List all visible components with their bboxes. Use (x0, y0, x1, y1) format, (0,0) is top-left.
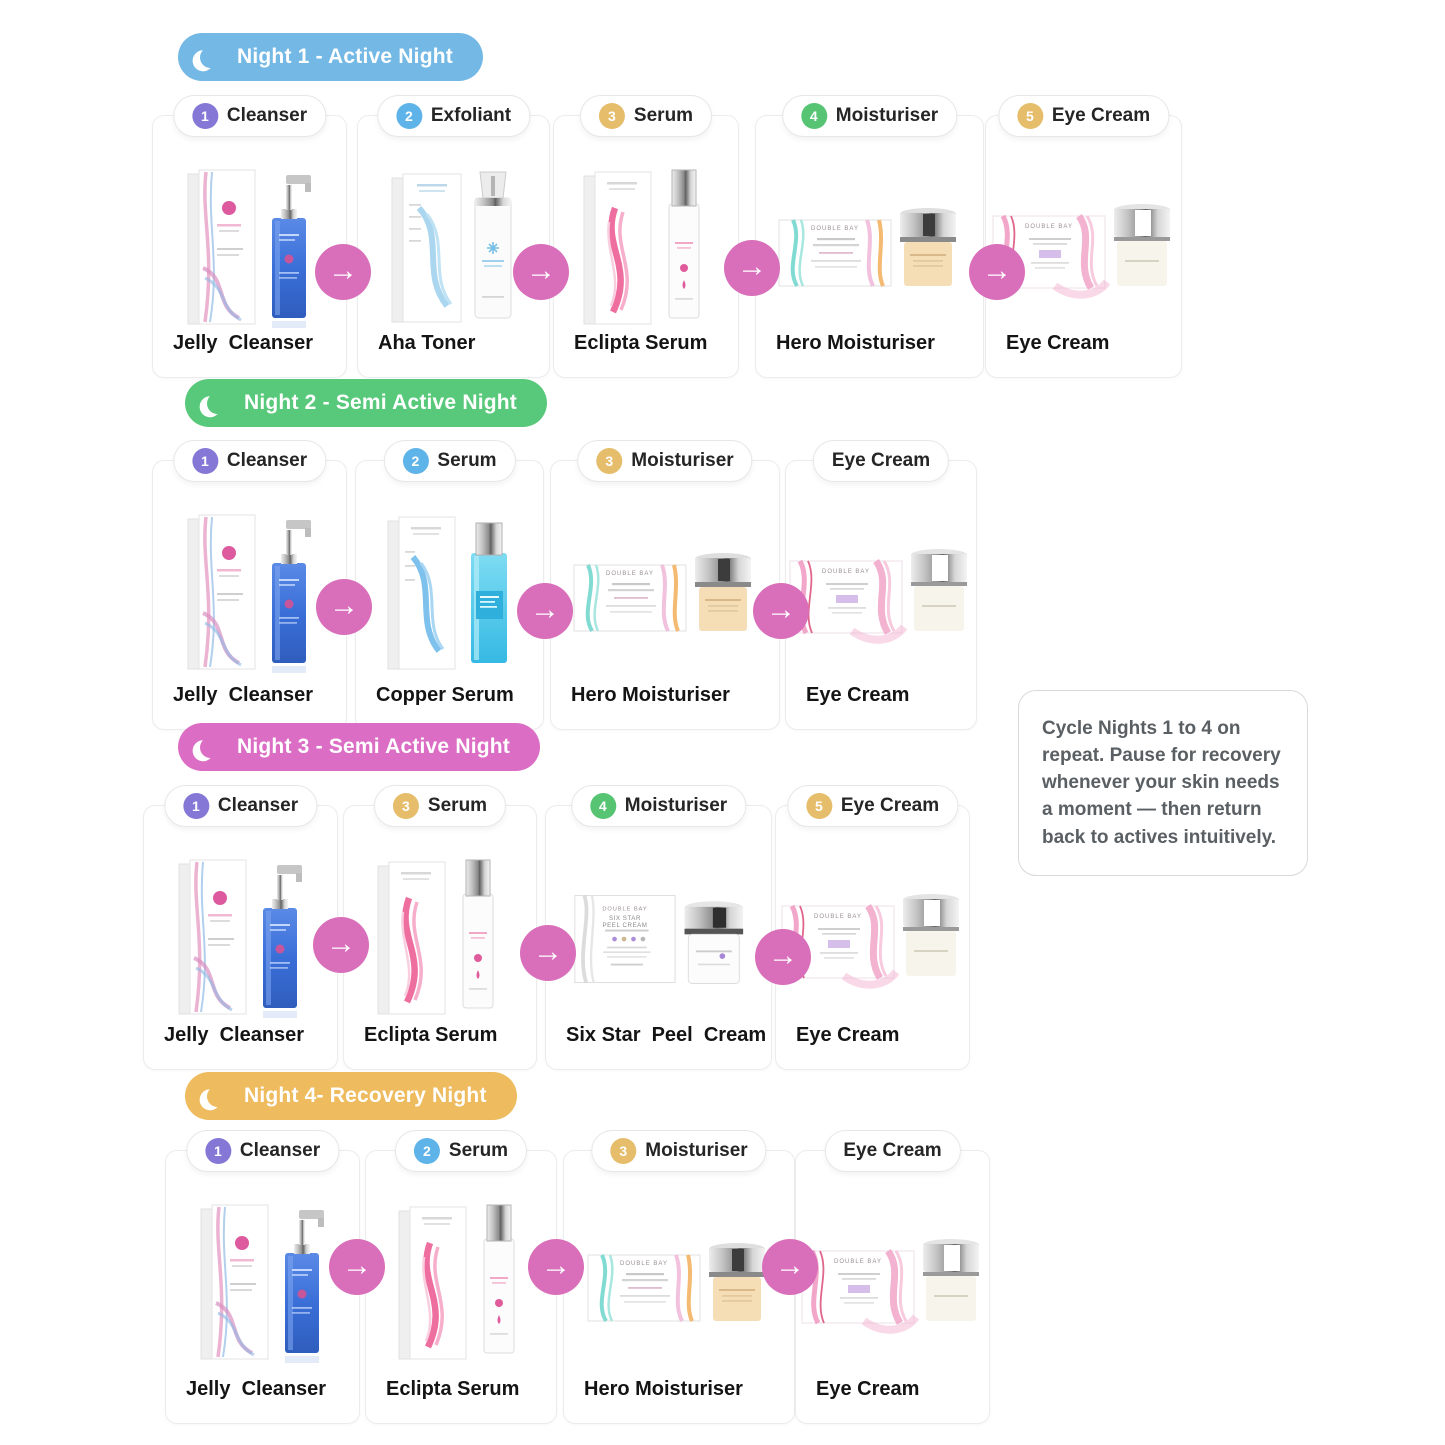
brand-text: DOUBLE BAY (822, 569, 870, 575)
step-number-badge: 4 (590, 793, 616, 819)
arrow-icon: → (969, 244, 1025, 300)
moon-icon (199, 735, 222, 758)
arrow-icon: → (316, 579, 372, 635)
brand-text: DOUBLE BAY (601, 906, 648, 913)
step-pill (186, 1130, 339, 1172)
product-name: Eye Cream (796, 1024, 900, 1046)
step-pill (577, 440, 752, 482)
step-label: Cleanser (239, 1140, 321, 1161)
product-name: Hero Moisturiser (776, 332, 935, 354)
step-number-badge: 1 (205, 1138, 231, 1164)
arrow-icon: → (755, 929, 811, 985)
step-pill (173, 95, 326, 137)
brand-text: DOUBLE BAY (810, 226, 859, 232)
card-night4-cleanser (165, 1140, 360, 1424)
cycle-note: Cycle Nights 1 to 4 on repeat. Pause for recovery whenever your skin needs a moment — then return back to actives intuitively. (1018, 690, 1308, 876)
step-pill (813, 440, 949, 482)
night1-header-pill (178, 33, 483, 81)
step-label: Serum (633, 105, 694, 126)
product-name: Eclipta Serum (386, 1378, 520, 1400)
aha-toner-image (379, 156, 529, 341)
step-pill (782, 95, 957, 137)
product-name: Jelly Cleanser (173, 332, 314, 354)
arrow-icon: → (520, 925, 576, 981)
arrow-icon: → (528, 1239, 584, 1295)
card-night3-eye-cream (775, 795, 970, 1070)
step-number-badge: 4 (801, 103, 827, 129)
arrow-icon: → (315, 244, 371, 300)
eye-cream-image (788, 543, 974, 647)
night2-header-label: Night 2 - Semi Active Night (244, 391, 517, 414)
card-night3-cleanser (143, 795, 338, 1070)
step-number-badge: 3 (596, 448, 622, 474)
product-name: Eclipta Serum (364, 1024, 498, 1046)
step-pill (571, 785, 746, 827)
night3-header-pill (178, 723, 540, 771)
product-name: Hero Moisturiser (584, 1378, 743, 1400)
eye-cream-image (780, 888, 966, 992)
product-name: Hero Moisturiser (571, 684, 730, 706)
night2-header-pill (185, 379, 547, 427)
night3-header-label: Night 3 - Semi Active Night (237, 735, 510, 758)
step-label: Moisturiser (631, 450, 734, 471)
card-night3-moisturiser (545, 795, 772, 1070)
step-pill (383, 440, 515, 482)
eye-cream-image (800, 1233, 986, 1337)
step-label: Eye Cream (831, 450, 931, 471)
arrow-icon: → (724, 240, 780, 296)
card-night1-cleanser (152, 105, 347, 378)
card-night2-eye-cream (785, 450, 977, 730)
step-pill (164, 785, 317, 827)
step-pill (374, 785, 506, 827)
step-number-badge: 2 (402, 448, 428, 474)
step-number-badge: 1 (192, 448, 218, 474)
brand-text: DOUBLE BAY (833, 1259, 882, 1265)
night4-header-pill (185, 1072, 517, 1120)
moon-icon (206, 391, 229, 414)
product-name: Jelly Cleanser (164, 1024, 305, 1046)
step-pill (591, 1130, 766, 1172)
step-number-badge: 3 (610, 1138, 636, 1164)
step-label: Moisturiser (645, 1140, 748, 1161)
step-pill (824, 1130, 960, 1172)
jelly-cleanser-image (188, 1191, 338, 1376)
card-night1-eye-cream (985, 105, 1182, 378)
six-star-peel-cream-image (566, 888, 752, 992)
arrow-icon: → (753, 583, 809, 639)
card-night4-eye-cream (795, 1140, 990, 1424)
eclipta-serum-image (365, 846, 515, 1031)
step-pill (173, 440, 326, 482)
card-night1-exfoliant (357, 105, 550, 378)
brand-text: DOUBLE BAY (1024, 224, 1073, 230)
product-name: Jelly Cleanser (173, 684, 314, 706)
step-number-badge: 3 (393, 793, 419, 819)
eclipta-serum-image (386, 1191, 536, 1376)
brand-text: DOUBLE BAY (620, 1261, 668, 1267)
six-star-box-line2: PEEL CREAM (601, 921, 647, 929)
product-name: Eye Cream (806, 684, 910, 706)
step-label: Serum (448, 1140, 509, 1161)
step-label: Serum (427, 795, 488, 816)
step-number-badge: 3 (599, 103, 625, 129)
step-label: Eye Cream (843, 1140, 942, 1161)
step-label: Moisturiser (835, 105, 939, 126)
step-label: Cleanser (217, 795, 299, 816)
moon-icon (199, 45, 222, 68)
card-night2-serum (355, 450, 544, 730)
card-night3-serum (343, 795, 537, 1070)
step-label: Moisturiser (624, 795, 728, 816)
copper-serum-image (375, 501, 525, 686)
arrow-icon: → (329, 1239, 385, 1295)
hero-moisturiser-image (572, 543, 758, 647)
product-name: Jelly Cleanser (186, 1378, 327, 1400)
step-pill (395, 1130, 527, 1172)
step-pill (377, 95, 530, 137)
arrow-icon: → (517, 583, 573, 639)
card-night2-moisturiser (550, 450, 780, 730)
step-number-badge: 5 (806, 793, 832, 819)
product-name: Copper Serum (376, 684, 514, 706)
jelly-cleanser-image (166, 846, 316, 1031)
product-name: Eye Cream (1006, 332, 1110, 354)
moon-icon (206, 1084, 229, 1107)
step-label: Eye Cream (1051, 105, 1151, 126)
arrow-icon: → (762, 1239, 818, 1295)
card-night1-moisturiser (755, 105, 984, 378)
step-label: Serum (437, 450, 497, 471)
step-pill (998, 95, 1169, 137)
arrow-icon: → (313, 917, 369, 973)
step-pill (787, 785, 958, 827)
step-label: Cleanser (226, 105, 308, 126)
hero-moisturiser-image (586, 1233, 772, 1337)
night1-header-label: Night 1 - Active Night (237, 45, 453, 68)
product-name: Eye Cream (816, 1378, 920, 1400)
six-star-box-line1: SIX STAR (608, 915, 641, 923)
product-name: Six Star Peel Cream (566, 1024, 767, 1046)
product-name: Eclipta Serum (574, 332, 708, 354)
jelly-cleanser-image (175, 156, 325, 341)
step-number-badge: 2 (414, 1138, 440, 1164)
hero-moisturiser-image (777, 198, 963, 302)
card-night4-serum (365, 1140, 557, 1424)
step-number-badge: 5 (1017, 103, 1043, 129)
step-label: Eye Cream (840, 795, 940, 816)
brand-text: DOUBLE BAY (606, 571, 654, 577)
step-label: Exfoliant (430, 105, 512, 126)
product-name: Aha Toner (378, 332, 476, 354)
card-night1-serum (553, 105, 739, 378)
step-number-badge: 2 (396, 103, 422, 129)
step-number-badge: 1 (192, 103, 218, 129)
night4-header-label: Night 4- Recovery Night (244, 1084, 487, 1107)
step-number-badge: 1 (183, 793, 209, 819)
arrow-icon: → (513, 244, 569, 300)
eclipta-serum-image (571, 156, 721, 341)
brand-text: DOUBLE BAY (813, 914, 862, 920)
jelly-cleanser-image (175, 501, 325, 686)
card-night4-moisturiser (563, 1140, 795, 1424)
step-label: Cleanser (226, 450, 308, 471)
step-pill (580, 95, 712, 137)
